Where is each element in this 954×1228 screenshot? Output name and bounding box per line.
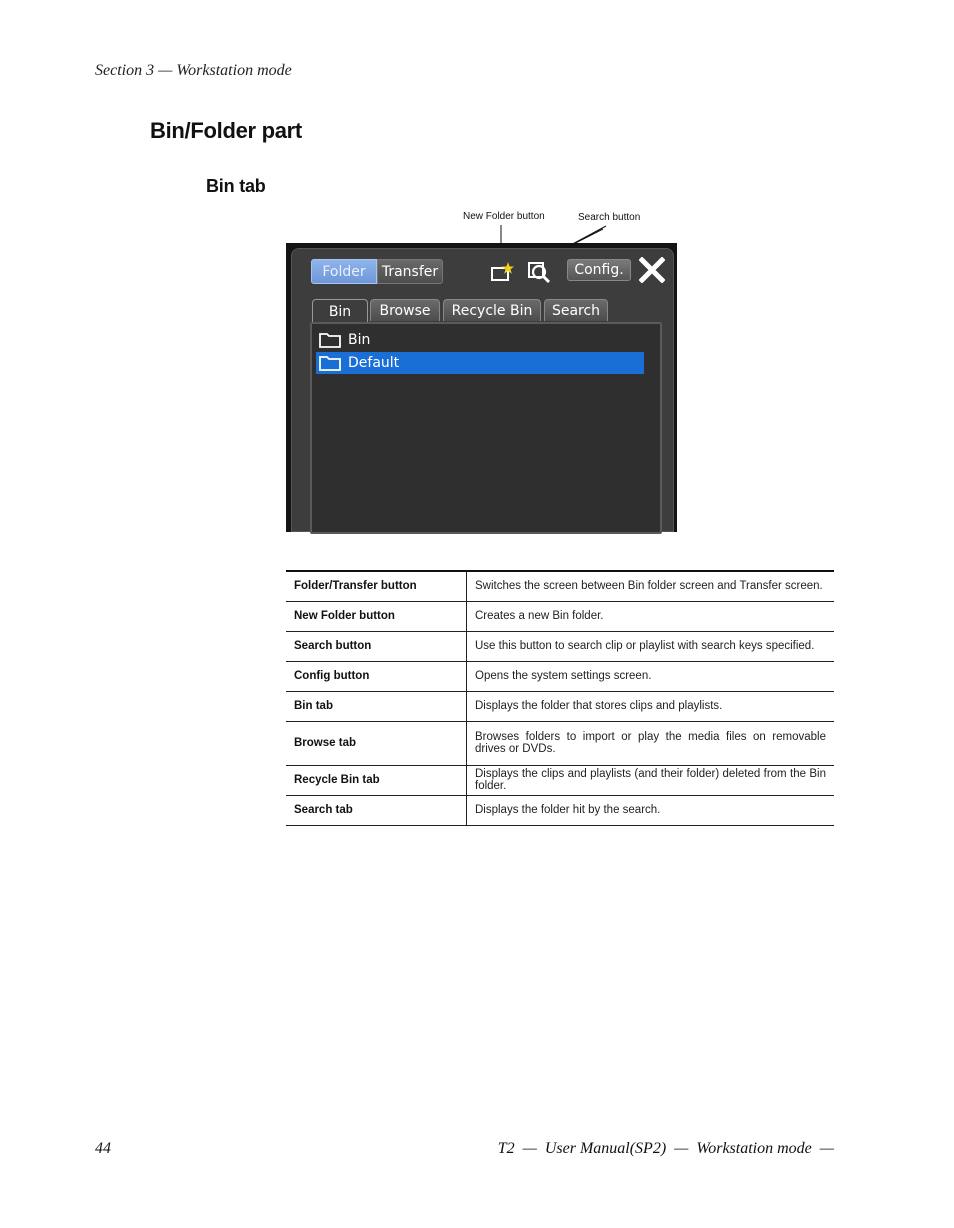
table-description: Opens the system settings screen. — [467, 661, 835, 691]
table-term: Recycle Bin tab — [286, 765, 467, 795]
folder-icon — [319, 332, 341, 348]
table-row — [286, 631, 834, 661]
close-icon[interactable] — [639, 257, 665, 283]
table-description: Creates a new Bin folder. — [467, 601, 835, 631]
callout-search: Search button — [578, 212, 641, 223]
folder-icon — [319, 355, 341, 371]
subsection-heading: Bin tab — [206, 176, 266, 196]
transfer-button[interactable]: Transfer — [377, 259, 443, 284]
table-description: Use this button to search clip or playlist with search keys specified. — [467, 631, 835, 661]
table-row — [286, 765, 834, 795]
table-term: Folder/Transfer button — [286, 571, 467, 601]
table-row — [286, 601, 834, 631]
table-description: Browses folders to import or play the media files on removable drives or DVDs. — [467, 721, 835, 765]
table-term: Search tab — [286, 795, 467, 825]
table-row — [286, 571, 834, 601]
description-table — [286, 570, 834, 826]
new-folder-icon[interactable] — [491, 261, 515, 283]
list-item-label: Bin — [348, 332, 371, 348]
panel-frame — [291, 248, 674, 532]
table-term: Bin tab — [286, 691, 467, 721]
table-row — [286, 721, 834, 765]
table-row — [286, 661, 834, 691]
table-description: Displays the folder hit by the search. — [467, 795, 835, 825]
config-button[interactable]: Config. — [567, 259, 631, 281]
search-icon[interactable] — [528, 261, 552, 283]
table-description: Displays the folder that stores clips and playlists. — [467, 691, 835, 721]
tab-recycle-bin[interactable]: Recycle Bin — [443, 299, 541, 321]
callout-new-folder: New Folder button — [463, 211, 545, 222]
table-term: Browse tab — [286, 721, 467, 765]
section-heading: Bin/Folder part — [150, 118, 302, 143]
table-term: Search button — [286, 631, 467, 661]
folder-list — [310, 322, 662, 534]
tab-bin[interactable]: Bin — [312, 299, 368, 323]
list-item-label: Default — [348, 355, 400, 371]
table-term: New Folder button — [286, 601, 467, 631]
table-term: Config button — [286, 661, 467, 691]
bin-tab-area — [310, 299, 662, 531]
bin-folder-panel — [286, 243, 677, 532]
running-header: Section 3 — Workstation mode — [95, 62, 292, 79]
list-item[interactable] — [316, 329, 644, 351]
tab-search[interactable]: Search — [544, 299, 608, 321]
list-item[interactable] — [316, 352, 644, 374]
table-row — [286, 795, 834, 825]
running-footer: T2 — User Manual(SP2) — Workstation mode — — [497, 1140, 834, 1157]
table-description: Displays the clips and playlists (and their folder) deleted from the Bin folder. — [467, 765, 835, 795]
table-row — [286, 691, 834, 721]
tab-browse[interactable]: Browse — [370, 299, 440, 321]
page-number: 44 — [95, 1140, 111, 1157]
folder-button[interactable]: Folder — [311, 259, 377, 284]
table-description: Switches the screen between Bin folder screen and Transfer screen. — [467, 571, 835, 601]
